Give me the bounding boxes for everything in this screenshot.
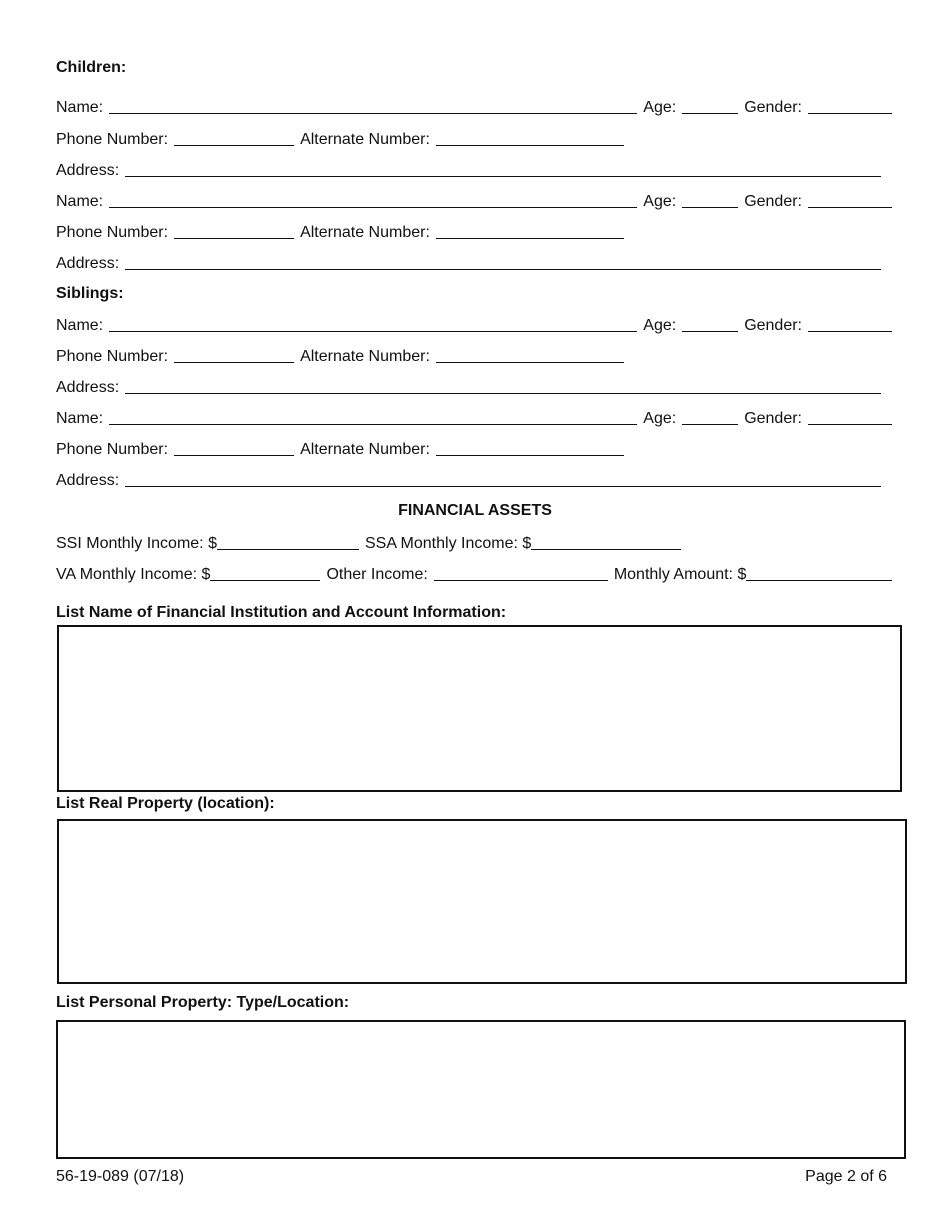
personal-property-textarea[interactable] xyxy=(56,1020,906,1159)
age-label: Age: xyxy=(643,317,677,334)
ssi-ssa-row xyxy=(56,531,892,553)
gender-label: Gender: xyxy=(744,317,802,334)
age-label: Age: xyxy=(643,99,677,116)
alternate-label: Alternate Number: xyxy=(300,131,430,148)
child-1-name-field[interactable] xyxy=(109,113,637,114)
sibling-2-phone-row xyxy=(56,437,892,459)
child-1-address-row xyxy=(56,158,892,180)
address-label: Address: xyxy=(56,255,120,272)
name-label: Name: xyxy=(56,193,104,210)
child-2-name-row xyxy=(56,189,892,211)
monthly-amount-label: Monthly Amount: $ xyxy=(613,566,747,583)
child-1-age-field[interactable] xyxy=(682,113,738,114)
sibling-2-address-row xyxy=(56,468,892,490)
phone-label: Phone Number: xyxy=(56,131,169,148)
sibling-2-gender-field[interactable] xyxy=(808,424,892,425)
siblings-heading: Siblings: xyxy=(56,285,124,302)
child-1-phone-row xyxy=(56,127,892,149)
alternate-label: Alternate Number: xyxy=(300,441,430,458)
name-label: Name: xyxy=(56,317,104,334)
other-income-field[interactable] xyxy=(434,580,608,581)
sibling-1-name-field[interactable] xyxy=(109,331,637,332)
children-heading: Children: xyxy=(56,59,127,76)
sibling-1-name-row xyxy=(56,313,892,335)
child-1-alternate-field[interactable] xyxy=(436,145,624,146)
child-2-address-row xyxy=(56,251,892,273)
child-2-phone-row xyxy=(56,220,892,242)
page-number: Page 2 of 6 xyxy=(805,1168,887,1185)
child-1-name-row xyxy=(56,95,892,117)
sibling-2-alternate-field[interactable] xyxy=(436,455,624,456)
child-2-gender-field[interactable] xyxy=(808,207,892,208)
personal-property-heading: List Personal Property: Type/Location: xyxy=(56,994,350,1011)
child-2-age-field[interactable] xyxy=(682,207,738,208)
real-property-heading: List Real Property (location): xyxy=(56,795,275,812)
sibling-1-address-field[interactable] xyxy=(125,393,881,394)
alternate-label: Alternate Number: xyxy=(300,348,430,365)
gender-label: Gender: xyxy=(744,193,802,210)
gender-label: Gender: xyxy=(744,410,802,427)
child-1-gender-field[interactable] xyxy=(808,113,892,114)
financial-assets-heading: FINANCIAL ASSETS xyxy=(398,502,552,519)
sibling-1-address-row xyxy=(56,375,892,397)
phone-label: Phone Number: xyxy=(56,441,169,458)
child-2-name-field[interactable] xyxy=(109,207,637,208)
child-2-address-field[interactable] xyxy=(125,269,881,270)
sibling-1-phone-row xyxy=(56,344,892,366)
age-label: Age: xyxy=(643,410,677,427)
monthly-amount-field[interactable] xyxy=(746,580,892,581)
va-amount-field[interactable] xyxy=(210,580,320,581)
institution-heading: List Name of Financial Institution and Account Information: xyxy=(56,604,507,621)
phone-label: Phone Number: xyxy=(56,224,169,241)
other-income-label: Other Income: xyxy=(326,566,428,583)
age-label: Age: xyxy=(643,193,677,210)
ssi-label: SSI Monthly Income: $ xyxy=(56,535,217,552)
ssa-amount-field[interactable] xyxy=(531,549,681,550)
ssa-label: SSA Monthly Income: $ xyxy=(364,535,532,552)
ssi-amount-field[interactable] xyxy=(217,549,359,550)
sibling-1-age-field[interactable] xyxy=(682,331,738,332)
sibling-1-alternate-field[interactable] xyxy=(436,362,624,363)
gender-label: Gender: xyxy=(744,99,802,116)
address-label: Address: xyxy=(56,162,120,179)
child-2-alternate-field[interactable] xyxy=(436,238,624,239)
sibling-2-address-field[interactable] xyxy=(125,486,881,487)
name-label: Name: xyxy=(56,99,104,116)
address-label: Address: xyxy=(56,472,120,489)
address-label: Address: xyxy=(56,379,120,396)
child-2-phone-field[interactable] xyxy=(174,238,294,239)
child-1-phone-field[interactable] xyxy=(174,145,294,146)
name-label: Name: xyxy=(56,410,104,427)
sibling-2-name-row xyxy=(56,406,892,428)
va-label: VA Monthly Income: $ xyxy=(56,566,211,583)
institution-textarea[interactable] xyxy=(57,625,902,792)
alternate-label: Alternate Number: xyxy=(300,224,430,241)
real-property-textarea[interactable] xyxy=(57,819,907,984)
sibling-1-gender-field[interactable] xyxy=(808,331,892,332)
form-number: 56-19-089 (07/18) xyxy=(56,1168,185,1185)
child-1-address-field[interactable] xyxy=(125,176,881,177)
phone-label: Phone Number: xyxy=(56,348,169,365)
sibling-2-phone-field[interactable] xyxy=(174,455,294,456)
sibling-2-age-field[interactable] xyxy=(682,424,738,425)
va-other-row xyxy=(56,562,892,584)
sibling-2-name-field[interactable] xyxy=(109,424,637,425)
sibling-1-phone-field[interactable] xyxy=(174,362,294,363)
